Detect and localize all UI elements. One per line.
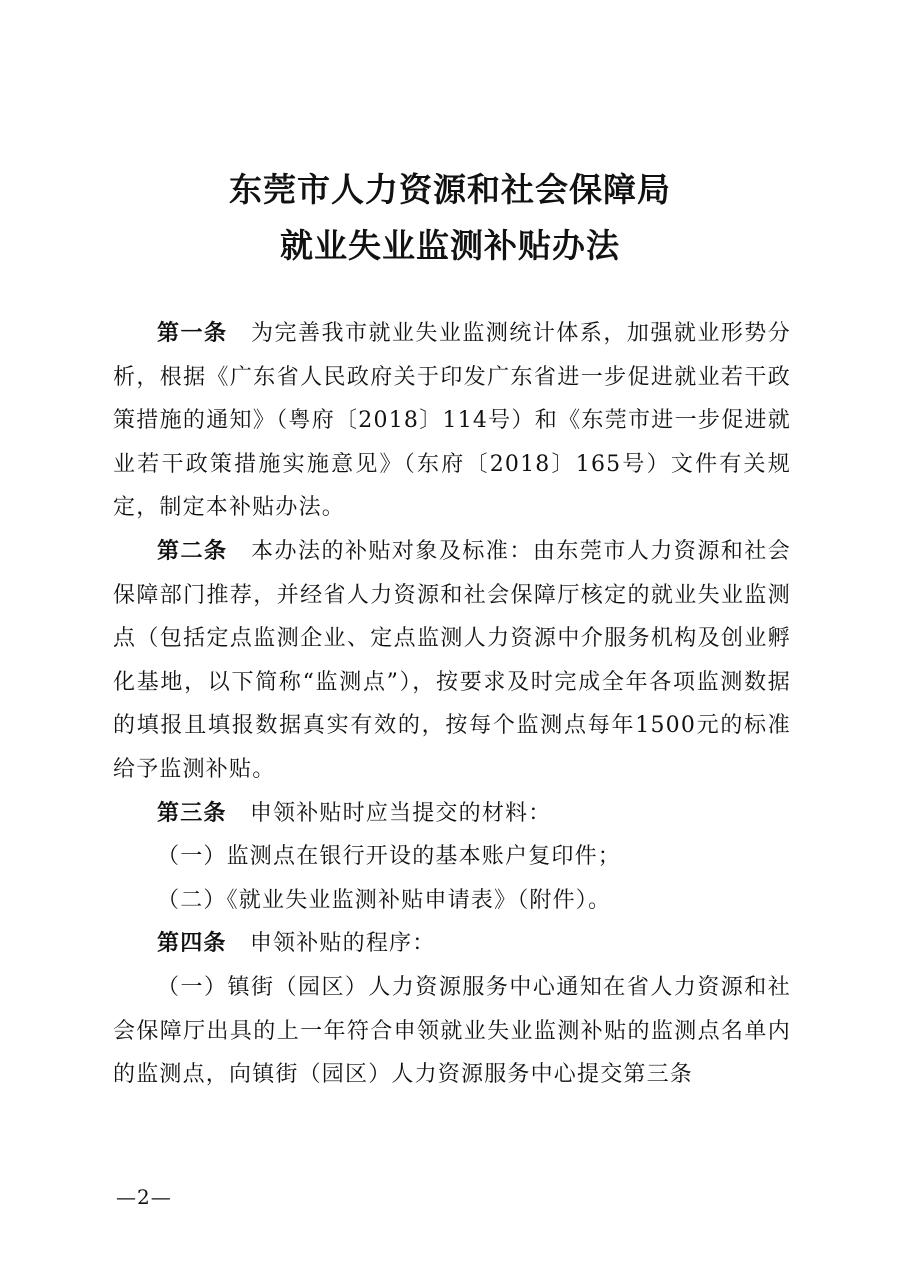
document-title [0, 162, 900, 274]
article-4-label: 第四条 [157, 931, 227, 957]
article-3 [113, 792, 791, 836]
article-3-text: 申领补贴时应当提交的材料： [249, 800, 552, 826]
article-2 [113, 530, 791, 792]
article-4-text: 申领补贴的程序： [249, 931, 436, 957]
title-line-1: 东莞市人力资源和社会保障局 [229, 170, 671, 209]
article-2-text: 本办法的补贴对象及标准：由东莞市人力资源和社会保障部门推荐，并经省人力资源和社会保障厅核定的就业失业监测点（包括定点监测企业、定点监测人力资源中介服务机构及创业孵化基地，以下简称“监测点”），按要求及时完成全年各项监测数据的填报且填报数据真实有效的，按每个监测点每年1500元的标准给予监测补贴。 [113, 538, 791, 782]
title-line-2: 就业失业监测补贴办法 [280, 226, 620, 265]
article-4-item-1: （一）镇街（园区）人力资源服务中心通知在省人力资源和社会保障厅出具的上一年符合申领就业失业监测补贴的监测点名单内的监测点，向镇街（园区）人力资源服务中心提交第三条 [113, 974, 791, 1088]
page-number: —2— [116, 1185, 172, 1209]
document-body [113, 312, 791, 1097]
article-1-label: 第一条 [157, 321, 228, 346]
article-2-label: 第二条 [157, 538, 228, 564]
article-3-label: 第三条 [157, 800, 227, 826]
article-3-item-1: （一）监测点在银行开设的基本账户复印件； [157, 844, 622, 870]
article-3-item-2: （二）《就业失业监测补贴申请表》（附件）。 [157, 887, 612, 913]
article-1-text: 为完善我市就业失业监测统计体系，加强就业形势分析，根据《广东省人民政府关于印发广东省进一步促进就业若干政策措施的通知》（粤府〔2018〕114号）和《东莞市进一步促进就业若干政策措施实施意见》（东府〔2018〕165号）文件有关规定，制定本补贴办法。 [113, 321, 791, 521]
article-4 [113, 922, 791, 966]
article-1 [113, 312, 791, 530]
